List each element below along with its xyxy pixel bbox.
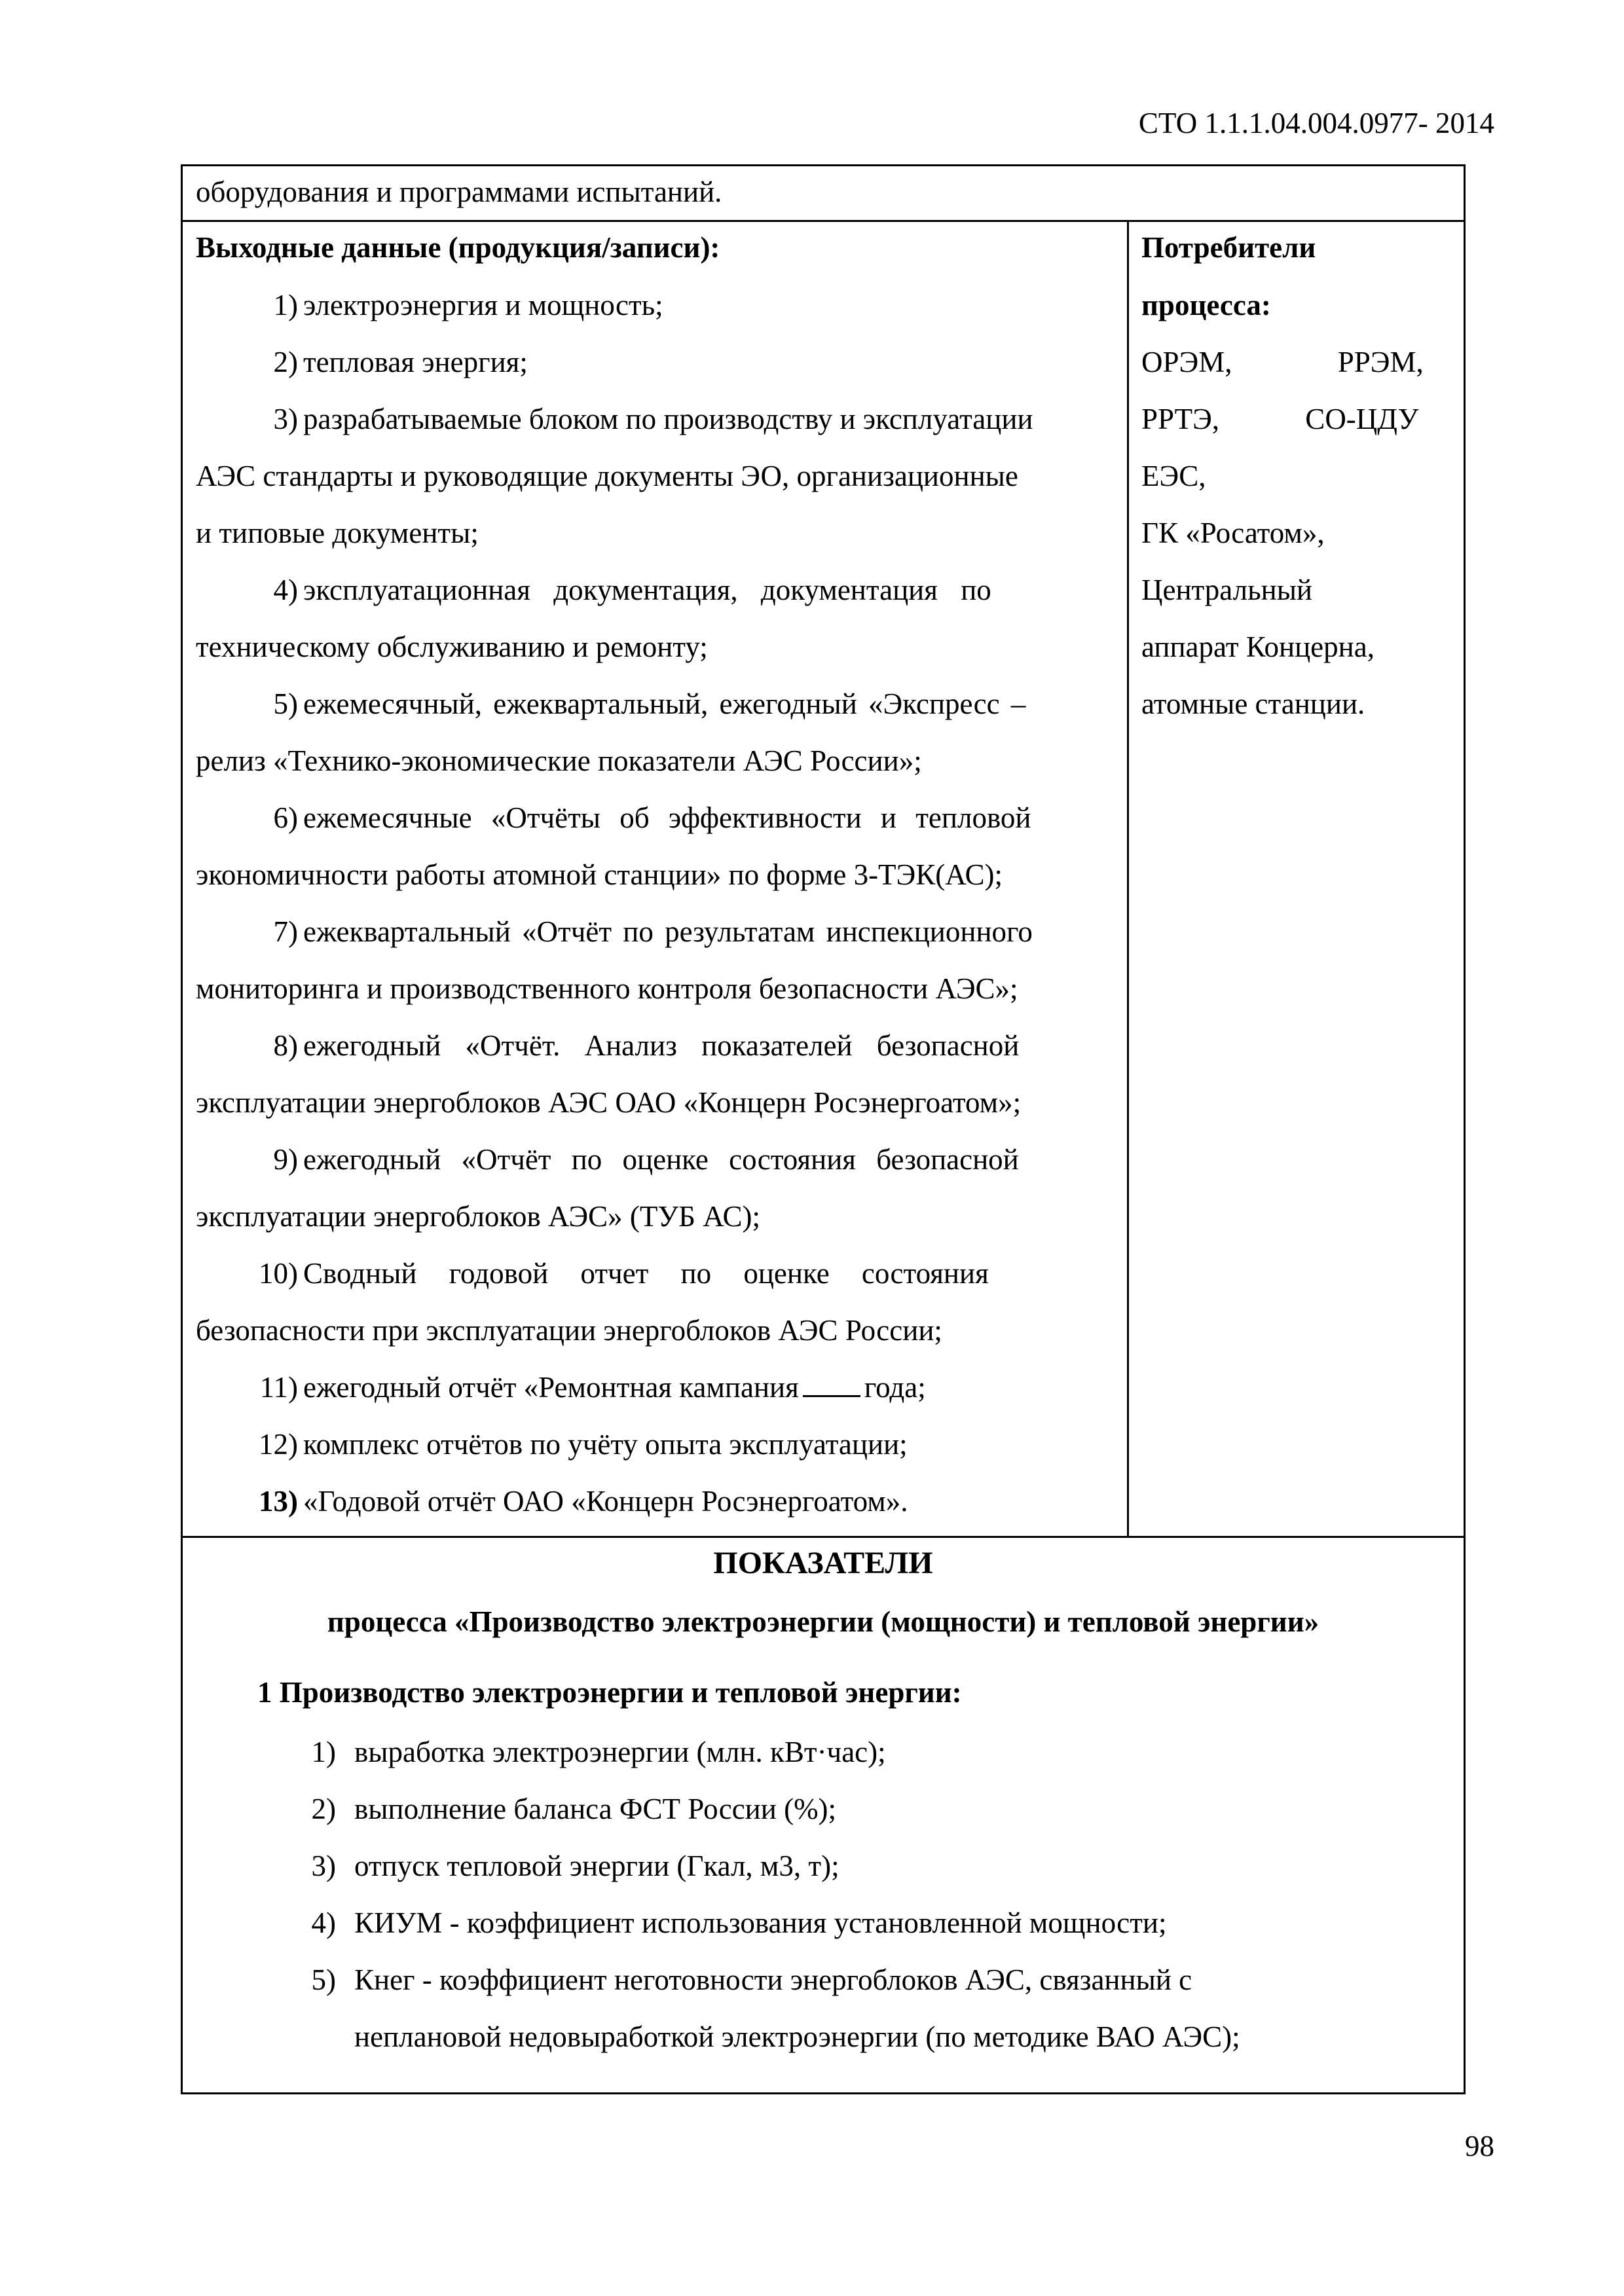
- list-item-text: года;: [864, 1371, 926, 1404]
- list-item: АЭС стандарты и руководящие документы ЭО, организационные: [196, 460, 1018, 492]
- table-rule: [183, 220, 1464, 222]
- indicator-item: неплановой недовыработкой электроэнергии (по методике ВАО АЭС);: [354, 2020, 1240, 2053]
- list-item-number: 2): [273, 346, 298, 378]
- consumer-line: ОРЭМ, РРЭМ,: [1141, 346, 1424, 378]
- list-item-number: 2): [311, 1793, 336, 1825]
- list-item-number: 8): [273, 1029, 298, 1062]
- list-item-number: 1): [273, 289, 298, 321]
- list-item: эксплуатации энергоблоков АЭС ОАО «Концерн Росэнергоатом»;: [196, 1086, 1022, 1119]
- consumer-line: РРТЭ, СО-ЦДУ: [1141, 403, 1419, 435]
- list-item-number: 6): [273, 801, 298, 834]
- indicator-item: выполнение баланса ФСТ России (%);: [354, 1793, 837, 1825]
- blank-fill-line: [803, 1369, 860, 1397]
- list-item-text: ежегодный отчёт «Ремонтная кампания: [303, 1371, 799, 1404]
- list-item: ежеквартальный «Отчёт по результатам инспекционного: [303, 915, 1033, 948]
- list-item-number: 3): [311, 1850, 336, 1882]
- list-item: электроэнергия и мощность;: [303, 289, 663, 321]
- list-item: эксплуатационная документация, документация по: [303, 574, 991, 606]
- list-item: разрабатываемые блоком по производству и эксплуатации: [303, 403, 1033, 435]
- list-item: и типовые документы;: [196, 517, 479, 549]
- consumer-line: ЕЭС,: [1141, 460, 1206, 492]
- list-item: релиз «Технико-экономические показатели АЭС России»;: [196, 744, 922, 777]
- list-item-number: 10): [259, 1257, 298, 1290]
- table-rule: [183, 1536, 1464, 1538]
- list-item: тепловая энергия;: [303, 346, 528, 378]
- list-item: ежегодный «Отчёт по оценке состояния безопасной: [303, 1143, 1019, 1176]
- indicator-item: КИУМ - коэффициент использования установленной мощности;: [354, 1906, 1167, 1939]
- indicator-item: выработка электроэнергии (млн. кВт·час);: [354, 1736, 886, 1768]
- list-item: безопасности при эксплуатации энергоблоков АЭС России;: [196, 1314, 942, 1347]
- outputs-heading: Выходные данные (продукция/записи):: [196, 231, 720, 264]
- list-item-number: 1): [311, 1736, 336, 1768]
- consumer-line: аппарат Концерна,: [1141, 630, 1375, 663]
- list-item-number: 3): [273, 403, 298, 435]
- top-row-text: оборудования и программами испытаний.: [196, 175, 722, 208]
- consumers-heading: Потребители: [1141, 231, 1316, 264]
- list-item-number: 5): [273, 687, 298, 720]
- list-item-number: 4): [273, 574, 298, 606]
- list-item-number: 5): [311, 1963, 336, 1996]
- list-item: мониторинга и производственного контроля безопасности АЭС»;: [196, 972, 1018, 1005]
- list-item: ежегодный «Отчёт. Анализ показателей безопасной: [303, 1029, 1020, 1062]
- list-item-number: 13): [259, 1485, 298, 1518]
- list-item-number: 11): [259, 1371, 298, 1404]
- list-item-number: 9): [273, 1143, 298, 1176]
- list-item: ежемесячные «Отчёты об эффективности и тепловой: [303, 801, 1031, 834]
- consumer-line: атомные станции.: [1141, 687, 1365, 720]
- list-item: техническому обслуживанию и ремонту;: [196, 630, 708, 663]
- indicators-subtitle: процесса «Производство электроэнергии (мощности) и тепловой энергии»: [327, 1605, 1320, 1638]
- document-header-code: СТО 1.1.1.04.004.0977- 2014: [1138, 107, 1494, 139]
- consumer-line: ГК «Росатом»,: [1141, 517, 1325, 549]
- list-item: экономичности работы атомной станции» по форме 3-ТЭК(АС);: [196, 858, 1003, 891]
- list-item: ежемесячный, ежеквартальный, ежегодный «Экспресс –: [303, 687, 1026, 720]
- list-item: «Годовой отчёт ОАО «Концерн Росэнергоатом».: [303, 1485, 908, 1518]
- list-item-number: 4): [311, 1906, 336, 1939]
- indicators-section-heading: 1 Производство электроэнергии и тепловой энергии:: [257, 1676, 962, 1709]
- consumer-line: Центральный: [1141, 574, 1313, 606]
- list-item: комплекс отчётов по учёту опыта эксплуатации;: [303, 1428, 908, 1461]
- indicators-title: ПОКАЗАТЕЛИ: [713, 1546, 933, 1580]
- list-item: Сводный годовой отчет по оценке состояния: [303, 1257, 989, 1290]
- list-item-number: 7): [273, 915, 298, 948]
- page-number: 98: [1465, 2130, 1494, 2162]
- process-table: [181, 164, 1466, 2094]
- list-item: эксплуатации энергоблоков АЭС» (ТУБ АС);: [196, 1200, 761, 1233]
- list-item: [303, 1368, 926, 1406]
- consumers-heading: процесса:: [1141, 289, 1271, 321]
- indicator-item: отпуск тепловой энергии (Гкал, м3, т);: [354, 1850, 840, 1882]
- indicator-item: Кнег - коэффициент неготовности энергоблоков АЭС, связанный с: [354, 1963, 1192, 1996]
- column-divider: [1127, 220, 1129, 1536]
- list-item-number: 12): [259, 1428, 298, 1461]
